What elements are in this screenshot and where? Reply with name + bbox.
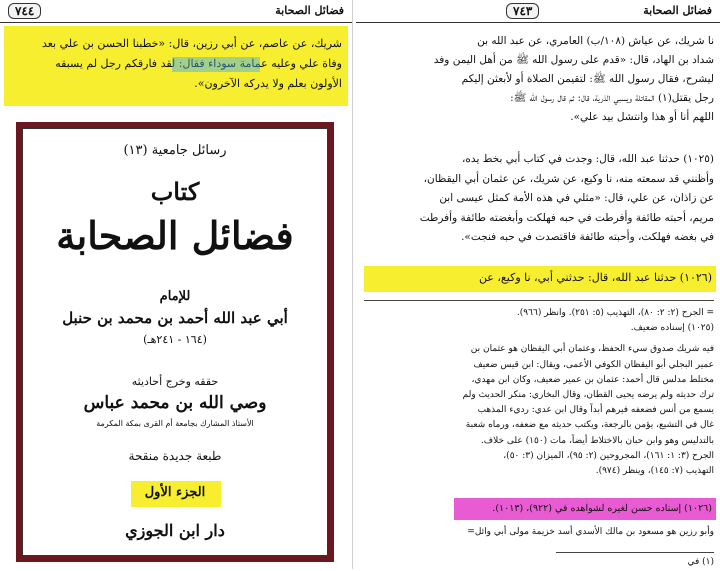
running-title: فضائل الصحابة: [275, 4, 344, 17]
note-line: الجرح (٣: ١: ١٦١)، المجروحين (٢: ٩٥)، الميزان (٣: ٥٠)،: [503, 450, 714, 461]
author-dates: (١٦٤ - ٢٤١هـ): [143, 333, 207, 346]
note-1026: (١٠٢٦) إسناده حسن لغيره لشواهده في (٩٢٢)، (١٠١٣).: [492, 503, 712, 514]
left-page-header: [0, 0, 352, 23]
text-line: رجل يقتل(١) المقاتلة ويسبي الذرية، قال: ثم قال رسول الله ﷺ:: [510, 92, 714, 104]
text-line: ليشرح، فقال رسول الله ﷺ: لتقيمن الصلاة أو لأبعثن إليكم: [461, 73, 714, 85]
note-line: ترك حديثه ولم يرضه يحيى القطان، وقال البخاري: منكر الحديث ولم: [462, 390, 714, 401]
book-title: فضائل الصحابة: [56, 213, 294, 258]
author-name: أبي عبد الله أحمد بن محمد بن حنبل: [62, 309, 288, 327]
text-line: في بغضه فهلكت، وأحبته طائفة فاقتصدت في حبه فنجت».: [461, 231, 714, 243]
text-line-content: وفاة علي وعليه عمامة سوداء فقال: لقد فارقكم رجل لم يسبقه: [55, 57, 342, 70]
series-label: رسائل جامعية (١٣): [123, 143, 227, 158]
right-page-header: [356, 0, 720, 23]
footnotes: [364, 306, 714, 479]
text-line: نا شريك، عن عياش (١٠٨/ب) العامري، عن عبد الله بن: [477, 35, 714, 47]
book-cover: [16, 122, 334, 562]
text-line: الأولون بعلم ولا يدركه الآخرون».: [194, 77, 342, 90]
edition-label: طبعة جديدة منقحة: [128, 449, 222, 463]
publisher-name: دار ابن الجوزي: [125, 521, 225, 540]
left-page: [0, 0, 353, 569]
note-line: = الجرح (٢: ٢: ٨٠)، التهذيب (٥: ٢٥١). وانظر (٩٦٦).: [516, 308, 714, 318]
text-line: وأظنني قد سمعته منه، نا وكيع، عن شريك، عن عثمان أبي اليقظان،: [423, 172, 714, 185]
imam-label: للإمام: [159, 289, 191, 304]
footnote-divider: [556, 552, 714, 553]
note-line: التهذيب (٧: ١٤٥)، وينظر (٩٧٤).: [595, 466, 714, 477]
page-number: ٧٤٣: [506, 3, 539, 19]
notes-divider: [364, 300, 714, 301]
text-line: اللهم أنا أو هذا وانتشل بيد علي».: [570, 111, 714, 123]
hadith-1024: [364, 32, 714, 127]
note-line: (١٠٢٥) إسناده ضعيف.: [630, 323, 714, 334]
note-line: فيه شريك صدوق سيء الحفظ، وعثمان أبي اليقظان هو عثمان بن: [470, 344, 714, 355]
text-line: عن زاذان، عن علي، قال: «مثلي في هذه الأمة كمثل عيسى ابن: [439, 192, 714, 204]
right-page: [356, 0, 720, 569]
hadith-1026: (١٠٢٦) حدثنا عبد الله، قال: حدثني أبي، نا وكيع، عن: [478, 271, 712, 284]
note-line: يسمع من أنس فضعفه فيرهم أبداً وقال ابن عدي: رديء المذهب: [477, 405, 714, 416]
note-line: مختلط مدلس قال أحمد: عثمان بن عمير ضعيف، وكان ابن مهدي،: [471, 374, 714, 385]
book-cover-inner: [22, 128, 328, 556]
editor-name: وصي الله بن محمد عباس: [83, 393, 267, 413]
note-line: عمير البجلي أبو اليقظان الكوفي الأعمى، ويقال: ابن قيس ضعيف: [473, 359, 714, 370]
footnote-marker: (١) في: [687, 557, 714, 567]
editor-label: حققه وخرج أحاديثه: [131, 375, 219, 388]
text-line: (١٠٢٥) حدثنا عبد الله، قال: وجدت في كتاب أبي بخط يده،: [462, 153, 714, 165]
running-title: فضائل الصحابة: [643, 4, 712, 17]
text-line: شريك، عن عاصم، عن أبي رزين، قال: «خطبنا الحسن بن علي بعد: [41, 37, 342, 50]
note-abu-razin: وأبو رزين هو مسعود بن مالك الأسدي أسد خزيمة مولى أبي وائل=: [467, 527, 714, 537]
text-line: شداد بن الهاد، قال: «قدم على رسول الله ﷺ من أهل اليمن وفد: [433, 54, 714, 66]
kitab-label: كتاب: [150, 177, 200, 206]
text-line: مريم، أحبته طائفة وأفرطت في حبه فهلكت وأبغضته طائفة وأفرطت: [419, 211, 714, 224]
blue-highlight-marker: [172, 57, 260, 72]
volume-label: الجزء الأول: [144, 485, 206, 500]
editor-role: الأستاذ المشارك بجامعة أم القرى بمكة المكرمة: [96, 419, 254, 428]
hadith-1025: [364, 150, 714, 248]
page-number: ٧٤٤: [8, 3, 41, 19]
note-line: غال في التشيع، يؤمن بالرجعة، ويكتب حديثه مع ضعفه، ورماه شعبة: [465, 420, 714, 431]
note-line: بالتدليس وهو وابن حبان بالاختلاط أيضاً، مات (١٥٠) على خلاف.: [480, 435, 714, 446]
